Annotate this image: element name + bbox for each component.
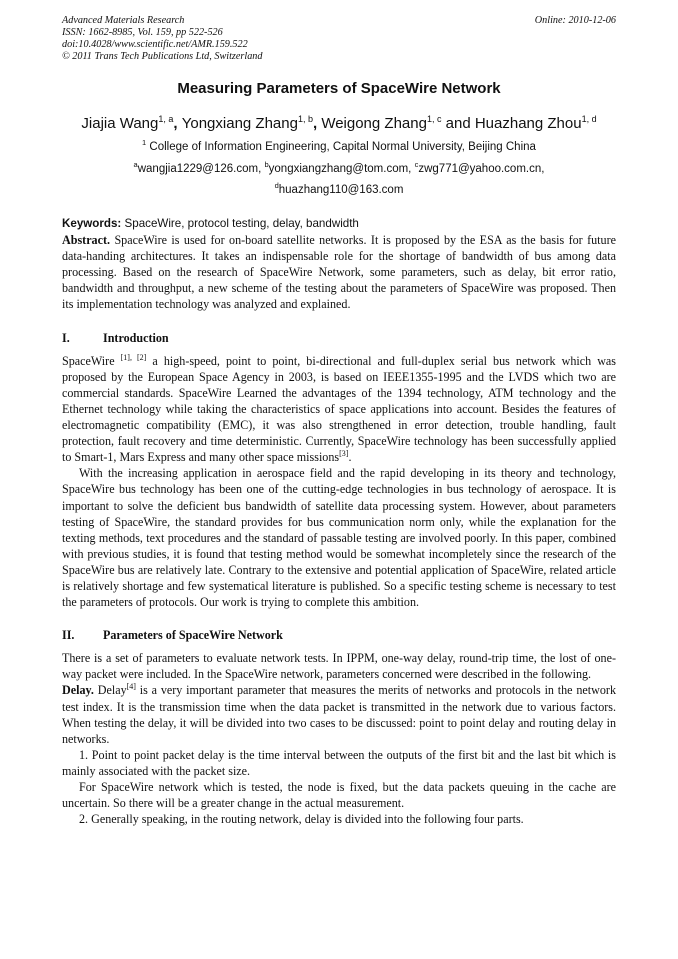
citation[interactable]: [3] xyxy=(339,449,349,459)
email-sup: c xyxy=(414,160,419,169)
abstract xyxy=(62,232,616,312)
delay-text: Delay xyxy=(97,683,127,698)
section-heading-parameters xyxy=(62,627,616,643)
email-link[interactable]: zwg771@yahoo.com.cn, xyxy=(418,162,545,175)
citation[interactable]: [4] xyxy=(126,682,136,692)
author-list: Jiajia Wang$^{1, a}$, Yongxiang Zhang$^{1, b}$, Weigong Zhang$^{1, c}$ and Huazhang Zhou$^{1, d}$ xyxy=(81,114,597,132)
keywords-label: Keywords: xyxy=(62,217,122,230)
intro-paragraph-2: With the increasing application in aerospace field and the rapid developing in its theory and technology, SpaceWire bus technology has been one of the cutting-edge technologies in bus technology of aerospace. It is important to solve the deficient bus bandwidth of satellite data processing system. However, about parameters testing of SpaceWire, the standard provides for bus communication norm only, while the explanation for the texting methods, text procedures and the standard of passable testing are involved poorly. In this paper, combined with previous studies, it is found that testing method would be somewhat incompletely since the research of the SpaceWire bus are relatively late. Contrary to the extensive and potential application of SpaceWire, related article is relatively shortage and few systematical literature is published. So a specific testing scheme is necessary to test the parameters of protocols. Our work is trying to complete this ambition. xyxy=(62,466,616,610)
section-title: Introduction xyxy=(103,330,169,345)
delay-item-1: 1. Point to point packet delay is the time interval between the outputs of the first bit and the last bit which is mainly associated with the packet size. xyxy=(62,747,616,778)
email-sup: a xyxy=(133,160,138,169)
email-link[interactable]: wangjia1229@126.com, xyxy=(137,162,262,175)
delay-label: Delay. xyxy=(62,683,94,698)
section-number: II. xyxy=(62,628,75,643)
author-name: Huazhang Zhou xyxy=(474,115,582,132)
author-name: Weigong Zhang xyxy=(321,115,427,132)
email-link[interactable]: huazhang110@163.com xyxy=(278,183,404,196)
affiliation xyxy=(0,138,678,153)
delay-text: is a very important parameter that measures the merits of networks and protocols in the network test index. It is the transmission time when the data packet is transmitted in the network due to various factors. When testing the delay, it will be divided into two cases to be discussed: point to point delay and routing delay in networks. xyxy=(62,683,616,746)
author-name: Yongxiang Zhang xyxy=(181,115,298,132)
doi-line: doi:10.4028/www.scientific.net/AMR.159.522 xyxy=(62,39,248,50)
journal-name: Advanced Materials Research xyxy=(62,15,185,26)
keywords xyxy=(62,216,616,232)
affiliation-sup: 1 xyxy=(142,138,147,147)
intro-paragraph-1 xyxy=(62,353,616,466)
paper-title: Measuring Parameters of SpaceWire Network xyxy=(177,80,501,97)
author-sup: 1, d xyxy=(581,114,597,124)
affiliation-text: College of Information Engineering, Capital Normal University, Beijing China xyxy=(149,140,536,153)
author-name: Jiajia Wang xyxy=(81,115,159,132)
intro-text: . xyxy=(348,450,352,465)
paper-body xyxy=(62,216,616,827)
copyright-line: © 2011 Trans Tech Publications Ltd, Switzerland xyxy=(62,51,263,62)
cache-paragraph: For SpaceWire network which is tested, the node is fixed, but the data packets queuing in the cache are uncertain. So there will be a greater change in the actual measurement. xyxy=(62,780,616,811)
email-line-1 xyxy=(0,160,678,175)
section-title: Parameters of SpaceWire Network xyxy=(103,628,283,643)
email-sup: b xyxy=(264,160,269,169)
online-date: Online: 2010-12-06 xyxy=(534,15,616,26)
author-sup: 1, c xyxy=(426,114,442,124)
delay-paragraph xyxy=(62,682,616,746)
author-sup: 1, a xyxy=(158,114,174,124)
delay-item-2: 2. Generally speaking, in the routing network, delay is divided into the following four parts. xyxy=(79,812,524,827)
section-heading-introduction xyxy=(62,330,616,346)
email-sup: d xyxy=(274,181,279,190)
keywords-text: SpaceWire, protocol testing, delay, bandwidth xyxy=(124,217,359,230)
abstract-label: Abstract. xyxy=(62,233,111,248)
author-sup: 1, b xyxy=(297,114,313,124)
params-paragraph-1: There is a set of parameters to evaluate network tests. In IPPM, one-way delay, round-trip time, the lost of one-way packet were included. In the SpaceWire network, parameters concerned were described in the following. xyxy=(62,651,616,682)
intro-text: a high-speed, point to point, bi-directional and full-duplex serial bus network which was proposed by the European Space Agency in 2003, is based on IEEE1355-1995 and the LVDS which two are commercial standards. SpaceWire Learned the advantages of the 1394 technology, ATM technology and the Ethernet technology while taking the characteristics of space applications into account. Besides the features of electromagnetic compatibility (EMC), it was also strengthened in error detection, trouble handling, fault protection, fault recovery and time deterministic. Currently, SpaceWire technology has been successfully applied to Smart-1, Mars Express and many other space missions xyxy=(62,353,617,465)
journal-header xyxy=(62,15,616,63)
author-conjunction: and xyxy=(445,115,471,132)
intro-text: SpaceWire xyxy=(62,353,115,368)
email-line-2 xyxy=(0,181,678,196)
section-number: I. xyxy=(62,330,70,345)
issn-line: ISSN: 1662-8985, Vol. 159, pp 522-526 xyxy=(62,27,223,38)
email-link[interactable]: yongxiangzhang@tom.com, xyxy=(268,162,412,175)
abstract-text: SpaceWire is used for on-board satellite networks. It is proposed by the ESA as the basis for future data-handing architectures. It takes an indispensable role for the shortage of bandwidth of bus among data processing. Based on the research of SpaceWire Network, some parameters, such as delay, bit error ratio, bandwidth and throughput, a new scheme of the testing about the parameters of SpaceWire was proposed. Then its implementation technology was analyzed and explained. xyxy=(62,233,616,312)
citation[interactable]: [1], [2] xyxy=(120,352,147,362)
